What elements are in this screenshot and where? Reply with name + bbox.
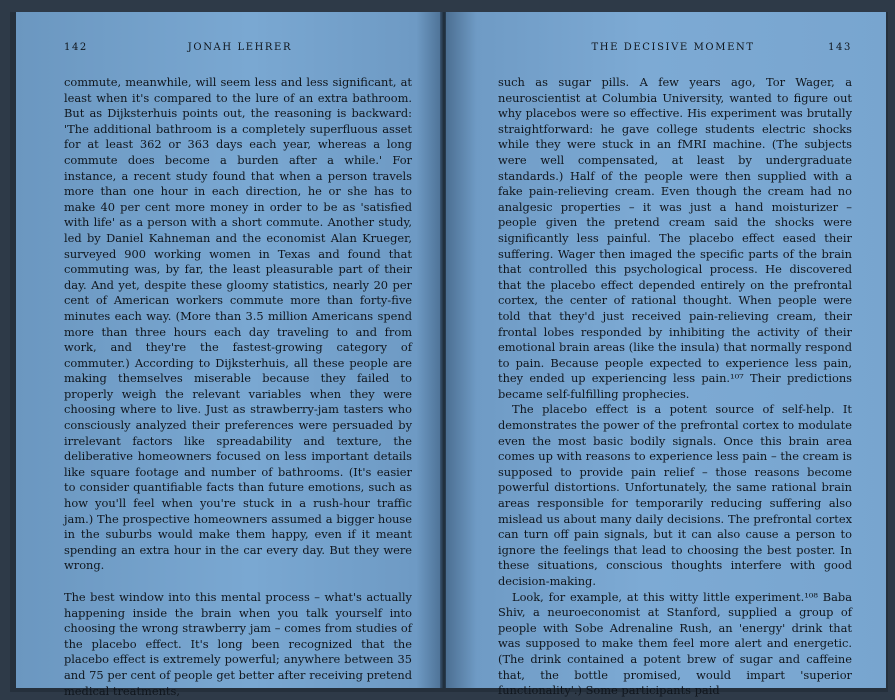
left-page-body <box>64 75 412 699</box>
right-paragraph: The placebo effect is a potent source of self-help. It demonstrates the power of the prefrontal cortex to modulate even the most basic bodily signals. Once this brain area comes up with reasons to experience less pain – the cream is supposed to provide pain relief – those reasons become powerful distortions. Unfortunately, the same rational brain areas responsible for temporarily reducing suffering also mislead us about many daily decisions. The prefrontal cortex can turn off pain signals, but it can also cause a person to ignore the feelings that lead to choosing the best poster. In these situations, conscious thoughts interfere with good decision-making. <box>498 402 852 588</box>
open-book <box>10 12 888 698</box>
left-paragraph: The best window into this mental process – what's actually happening inside the brain when you talk yourself into choosing the wrong strawberry jam – comes from studies of the placebo effect. It's long been recognized that the placebo effect is extremely powerful; anywhere between 35 and 75 per cent of people get better after receiving pretend medical treatments, <box>64 590 412 698</box>
right-paragraph: Look, for example, at this witty little experiment.¹⁰⁸ Baba Shiv, a neuroeconomist at Stanford, supplied a group of people with Sobe Adrenaline Rush, an 'energy' drink that was supposed to make them feel more alert and energetic. (The drink contained a potent brew of sugar and caffeine that, the bottle promised, would impart 'superior functionality'.) Some participants paid <box>498 589 852 698</box>
right-running-head: THE DECISIVE MOMENT <box>591 42 755 53</box>
left-paragraph: commute, meanwhile, will seem less and less significant, at least when it's compared to the lure of an extra bathroom. But as Dijksterhuis points out, the reasoning is backward: 'The additional bathroom is a completely superfluous asset for at least 362 or 363 days each year, whereas a long commute does become a burden after a while.' For instance, a recent study found that when a person travels more than one hour in each direction, he or she has to make 40 per cent more money in order to be as 'satisfied with life' as a person with a short commute. Another study, led by Daniel Kahneman and the economist Alan Krueger, surveyed 900 working women in Texas and found that commuting was, by far, the least pleasurable part of their day. And yet, despite these gloomy statistics, nearly 20 per cent of American workers commute more than forty-five minutes each way. (More than 3.5 million Americans spend more than three hours each day traveling to and from work, and they're the fastest-growing category of commuter.) According to Dijksterhuis, all these people are making themselves miserable because they failed to properly weigh the relevant variables when they were choosing where to live. Just as strawberry-jam tasters who consciously analyzed their preferences were persuaded by irrelevant factors like spreadability and texture, the deliberative homeowners focused on less important details like square footage and number of bathrooms. (It's easier to consider quantifiable facts than future emotions, such as how you'll feel when you're stuck in a rush-hour traffic jam.) The prospective homeowners assumed a bigger house in the suburbs would make them happy, even if it meant spending an extra hour in the car every day. But they were wrong. <box>64 75 412 573</box>
right-paragraph: such as sugar pills. A few years ago, Tor Wager, a neuroscientist at Columbia University, wanted to figure out why placebos were so effective. His experiment was brutally straightforward: he gave college students electric shocks while they were stuck in an fMRI machine. (The subjects were well compensated, at least by undergraduate standards.) Half of the people were then supplied with a fake pain-relieving cream. Even though the cream had no analgesic properties – it was just a hand moisturizer – people given the pretend cream said the shocks were significantly less painful. The placebo effect eased their suffering. Wager then imaged the specific parts of the brain that controlled this psychological process. He discovered that the placebo effect depended entirely on the prefrontal cortex, the center of rational thought. When people were told that they'd just received pain-relieving cream, their frontal lobes responded by inhibiting the activity of their emotional brain areas (like the insula) that normally respond to pain. Because people expected to experience less pain, they ended up experiencing less pain.¹⁰⁷ Their predictions became self-fulfilling prophecies. <box>498 75 852 401</box>
right-page <box>446 12 886 698</box>
left-page <box>16 12 442 698</box>
right-page-body <box>498 75 852 699</box>
left-page-number: 142 <box>64 42 88 53</box>
right-page-header <box>498 42 852 53</box>
left-page-header <box>64 42 412 53</box>
right-page-number: 143 <box>828 42 852 53</box>
left-running-head: JONAH LEHRER <box>187 42 293 53</box>
